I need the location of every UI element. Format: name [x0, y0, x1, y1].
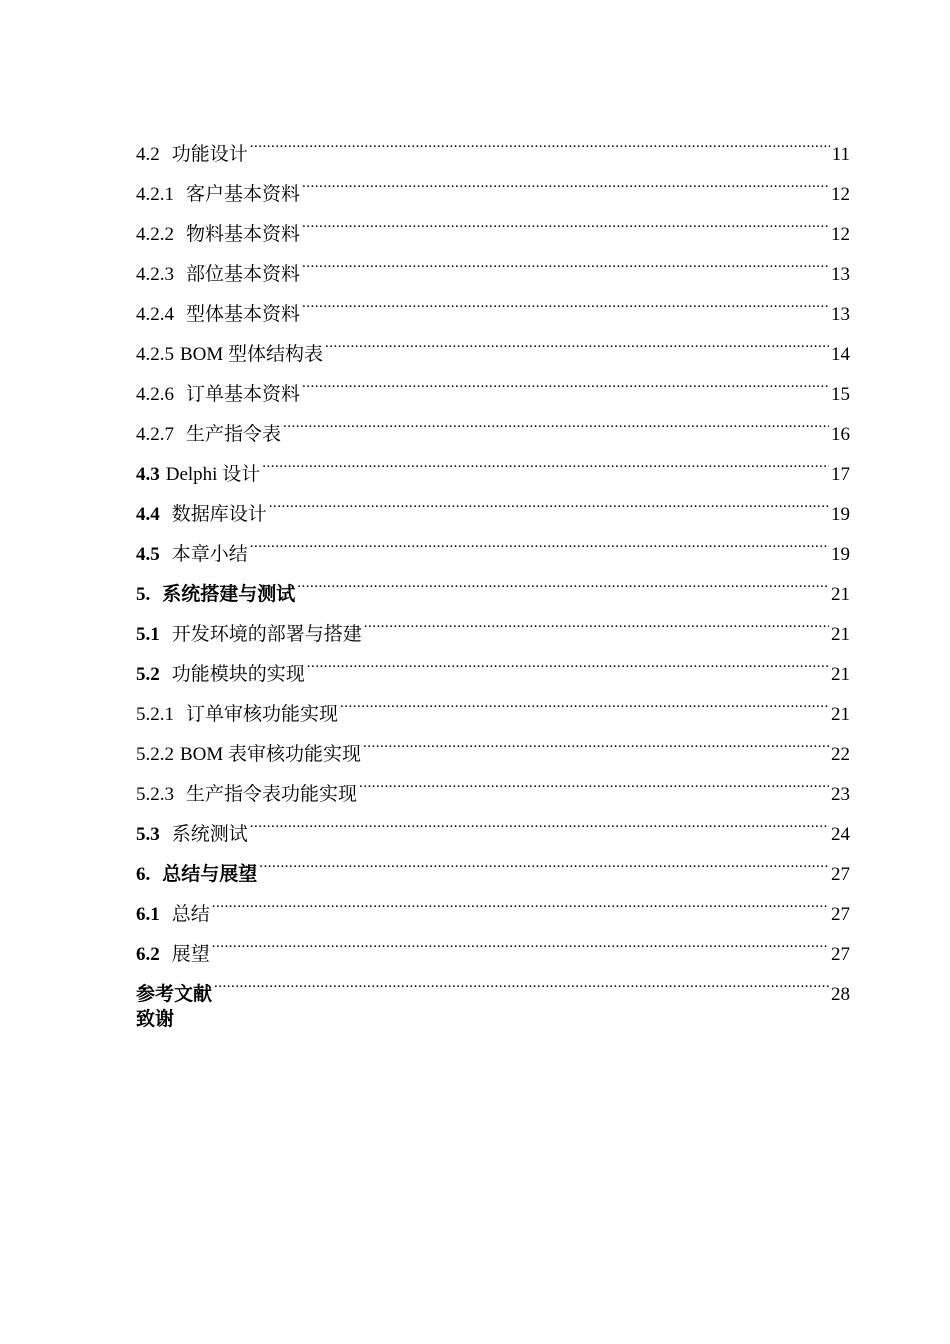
toc-entry[interactable]: [136, 920, 850, 965]
toc-title: 系统搭建与测试: [162, 584, 296, 605]
toc-leader: [297, 560, 829, 600]
toc-title: 功能设计: [171, 144, 248, 165]
toc-leader: [259, 840, 829, 880]
toc-page: 27: [831, 864, 850, 885]
toc-page: 12: [831, 224, 850, 245]
toc-number: 5.3: [136, 824, 160, 845]
toc-page: 21: [831, 624, 850, 645]
toc-number: 5.2: [136, 664, 160, 685]
toc-leader: [212, 920, 829, 960]
toc-leader: [250, 120, 830, 160]
toc-leader: [359, 760, 829, 800]
toc-leader: [214, 960, 829, 1000]
toc-title: 物料基本资料: [186, 224, 301, 245]
toc-leader: [302, 160, 829, 200]
toc-leader: [302, 200, 829, 240]
toc-leader: [302, 240, 829, 280]
toc-page: 19: [831, 504, 850, 525]
toc-title: 参考文献: [136, 984, 213, 1005]
toc-page: 21: [831, 704, 850, 725]
toc-title: 生产指令表功能实现: [186, 784, 358, 805]
toc-page: 21: [831, 584, 850, 605]
toc-entry[interactable]: [136, 880, 850, 925]
toc-title: 生产指令表: [186, 424, 282, 445]
toc-number: 4.2.3: [136, 264, 174, 285]
toc-entry[interactable]: [136, 960, 850, 1005]
toc-leader: [340, 680, 829, 720]
toc-number: 5.2.1: [136, 704, 174, 725]
toc-page: 12: [831, 184, 850, 205]
toc-leader: [325, 320, 829, 360]
toc-page: 24: [831, 824, 850, 845]
toc-title: 功能模块的实现: [171, 664, 305, 685]
toc-leader: [262, 440, 829, 480]
toc-title: BOM 型体结构表: [180, 344, 324, 365]
toc-number: 4.5: [136, 544, 160, 565]
toc-leader: [307, 640, 829, 680]
toc-number: 4.3: [136, 464, 160, 485]
toc-number: 4.4: [136, 504, 160, 525]
toc-number: 4.2.7: [136, 424, 174, 445]
toc-number: 5.1: [136, 624, 160, 645]
toc-number: 5.: [136, 584, 151, 605]
toc-title: 开发环境的部署与搭建: [171, 624, 362, 645]
toc-number: 4.2.4: [136, 304, 174, 325]
toc-number: 6.2: [136, 944, 160, 965]
toc-page: 23: [831, 784, 850, 805]
toc-leader: [212, 880, 829, 920]
toc-page: 15: [831, 384, 850, 405]
toc-page: 16: [831, 424, 850, 445]
toc-number: 6.1: [136, 904, 160, 925]
toc-title: 总结与展望: [162, 864, 258, 885]
toc-title: 本章小结: [171, 544, 248, 565]
toc-number: 6.: [136, 864, 151, 885]
toc-title: 客户基本资料: [186, 184, 301, 205]
toc-entry[interactable]: [136, 120, 850, 165]
toc-leader: [283, 400, 829, 440]
toc-number: 4.2.5: [136, 344, 174, 365]
toc-page: 13: [831, 304, 850, 325]
toc-number: 5.2.3: [136, 784, 174, 805]
toc-page: 21: [831, 664, 850, 685]
toc-title: 部位基本资料: [186, 264, 301, 285]
toc-title: BOM 表审核功能实现: [180, 744, 362, 765]
toc-leader: [250, 520, 829, 560]
toc-page: 27: [831, 944, 850, 965]
toc-title: 系统测试: [171, 824, 248, 845]
toc-title: 订单基本资料: [186, 384, 301, 405]
toc-leader: [364, 600, 829, 640]
toc-leader: [302, 360, 829, 400]
toc-page: 17: [831, 464, 850, 485]
toc-title: 总结: [171, 904, 210, 925]
toc-title: 数据库设计: [171, 504, 267, 525]
toc-leader: [250, 800, 829, 840]
toc-page: 13: [831, 264, 850, 285]
toc-page: 19: [831, 544, 850, 565]
toc-title: Delphi 设计: [165, 464, 261, 485]
toc-leader: [269, 480, 829, 520]
toc-number: 4.2.2: [136, 224, 174, 245]
toc-page: 28: [831, 984, 850, 1005]
toc-page: 11: [831, 144, 850, 165]
toc-page: 22: [831, 744, 850, 765]
toc-title: 型体基本资料: [186, 304, 301, 325]
table-of-contents: [136, 120, 850, 1040]
toc-leader: [302, 280, 829, 320]
toc-page: 14: [831, 344, 850, 365]
toc-title: 展望: [171, 944, 210, 965]
toc-title: 订单审核功能实现: [186, 704, 339, 725]
toc-entry[interactable]: [136, 1000, 850, 1040]
toc-title: 致谢: [136, 1009, 175, 1030]
toc-number: 4.2: [136, 144, 160, 165]
toc-number: 5.2.2: [136, 744, 174, 765]
toc-number: 4.2.6: [136, 384, 174, 405]
toc-page: 27: [831, 904, 850, 925]
toc-number: 4.2.1: [136, 184, 174, 205]
toc-leader: [363, 720, 829, 760]
